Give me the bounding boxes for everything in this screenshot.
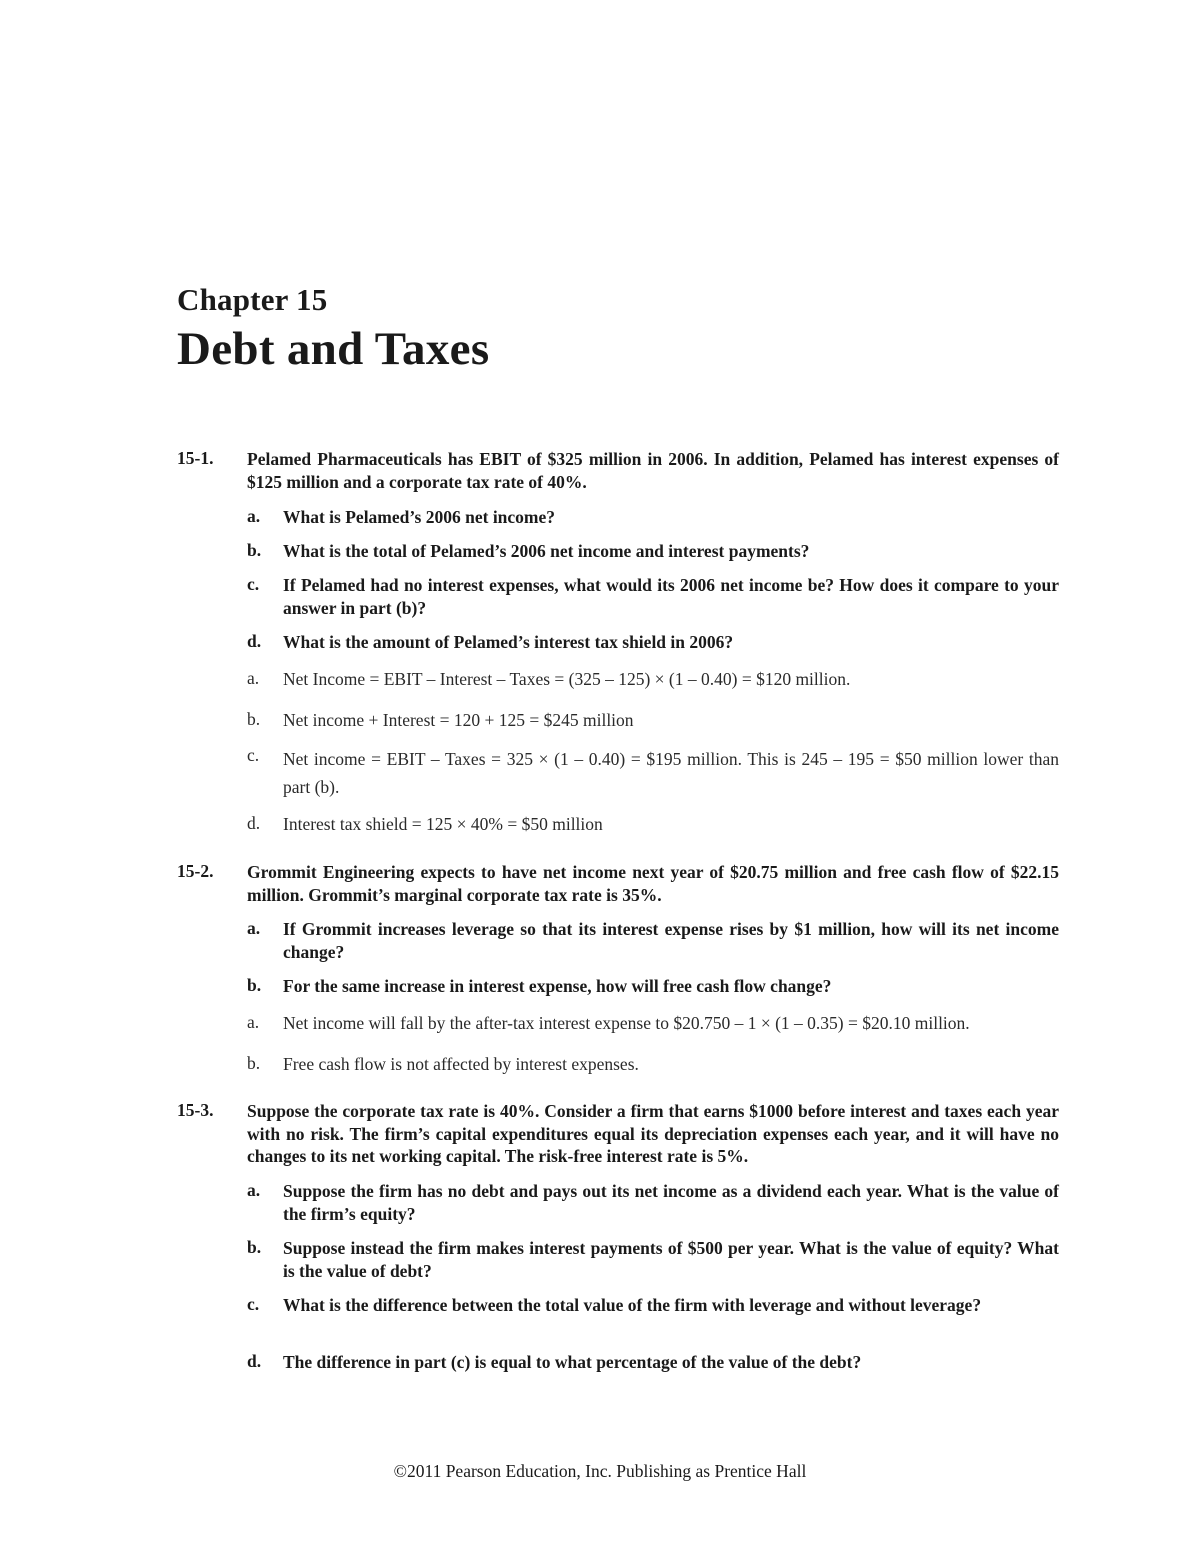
item-letter: a.	[247, 1180, 261, 1200]
question-text: The difference in part (c) is equal to what percentage of the value of the debt?	[283, 1352, 862, 1372]
problem-number: 15-2.	[177, 861, 214, 881]
problem-statement: Grommit Engineering expects to have net income next year of $20.75 million and free cash flow of $22.15 million. Grommit’s marginal corporate tax rate is 35%.	[247, 862, 1059, 905]
question-text: Suppose the firm has no debt and pays out its net income as a dividend each year. What is the value of the firm’s equity?	[283, 1181, 1059, 1224]
question-text: What is the amount of Pelamed’s interest tax shield in 2006?	[283, 632, 734, 652]
item-letter: d.	[247, 813, 261, 833]
page-footer: ©2011 Pearson Education, Inc. Publishing as Prentice Hall	[393, 1461, 807, 1481]
question-text: What is the total of Pelamed’s 2006 net income and interest payments?	[283, 541, 810, 561]
item-letter: c.	[247, 1294, 260, 1314]
chapter-title: Debt and Taxes	[177, 323, 490, 375]
answer-text: Net income + Interest = 120 + 125 = $245 million	[283, 710, 634, 730]
item-letter: a.	[247, 506, 261, 526]
problem-statement: Suppose the corporate tax rate is 40%. Consider a firm that earns $1000 before interest and taxes each year with no risk. The firm’s capital expenditures equal its depreciation expenses each year, and it will have no changes to its net working capital. The risk-free interest rate is 5%.	[247, 1101, 1059, 1166]
question-text: If Pelamed had no interest expenses, what would its 2006 net income be? How does it compare to your answer in part (b)?	[283, 575, 1059, 618]
answer-text: Net Income = EBIT – Interest – Taxes = (325 – 125) × (1 – 0.40) = $120 million.	[283, 669, 851, 689]
chapter-label: Chapter 15	[177, 282, 328, 317]
problem-statement: Pelamed Pharmaceuticals has EBIT of $325 million in 2006. In addition, Pelamed has interest expenses of $125 million and a corporate tax rate of 40%.	[247, 449, 1059, 492]
item-letter: a.	[247, 1012, 260, 1032]
item-letter: b.	[247, 1237, 262, 1257]
answer-text: Interest tax shield = 125 × 40% = $50 million	[283, 814, 603, 834]
answer-text: Net income will fall by the after-tax interest expense to $20.750 – 1 × (1 – 0.35) = $20.10 million.	[283, 1013, 970, 1033]
item-letter: b.	[247, 1053, 261, 1073]
item-letter: b.	[247, 975, 262, 995]
item-letter: a.	[247, 918, 261, 938]
problem-number: 15-1.	[177, 448, 214, 468]
question-text: If Grommit increases leverage so that its interest expense rises by $1 million, how will its net income change?	[283, 919, 1059, 962]
question-text: Suppose instead the firm makes interest payments of $500 per year. What is the value of equity? What is the value of debt?	[283, 1238, 1059, 1281]
item-letter: a.	[247, 668, 260, 688]
item-letter: d.	[247, 1351, 262, 1371]
item-letter: b.	[247, 540, 262, 560]
problem-number: 15-3.	[177, 1100, 214, 1120]
answer-text: Free cash flow is not affected by interest expenses.	[283, 1054, 639, 1074]
item-letter: b.	[247, 709, 261, 729]
answer-text: Net income = EBIT – Taxes = 325 × (1 – 0.40) = $195 million. This is 245 – 195 = $50 million lower than part (b).	[283, 749, 1059, 797]
question-text: For the same increase in interest expense, how will free cash flow change?	[283, 976, 832, 996]
question-text: What is Pelamed’s 2006 net income?	[283, 507, 556, 527]
item-letter: c.	[247, 574, 260, 594]
item-letter: d.	[247, 631, 262, 651]
item-letter: c.	[247, 745, 260, 765]
question-text: What is the difference between the total value of the firm with leverage and without leverage?	[283, 1295, 982, 1315]
